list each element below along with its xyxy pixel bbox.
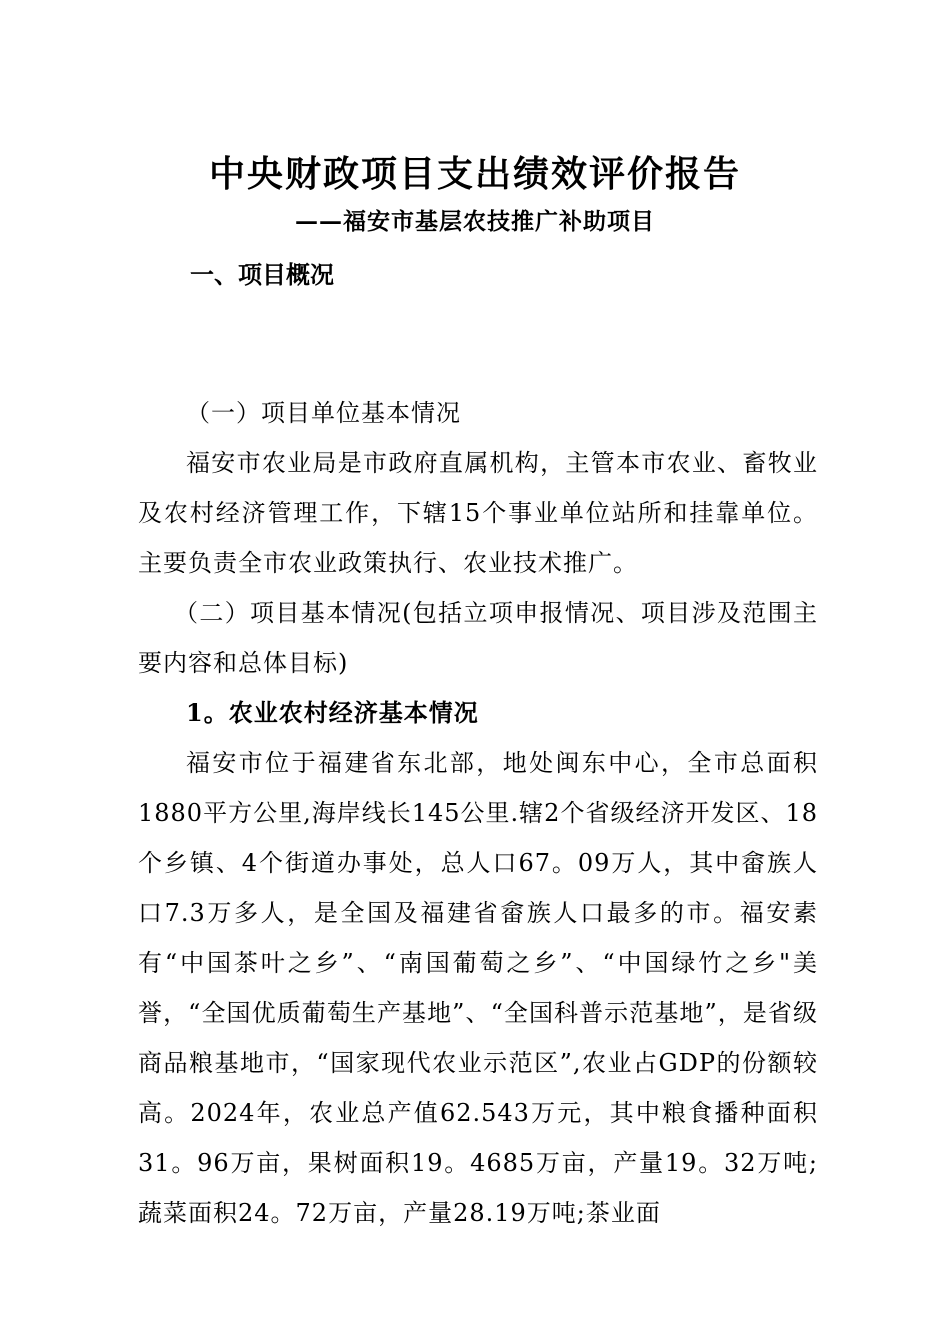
paragraph-agri-economy: 福安市位于福建省东北部，地处闽东中心，全市总面积1880平方公里,海岸线长145公里.辖2个省级经济开发区、18个乡镇、4个街道办事处，总人口67。09万人，其中畲族人口7.3万多人，是全国及福建省畲族人口最多的市。福安素有“中国茶叶之乡”、“南国葡萄之乡”、“中国绿竹之乡"美誉，“全国优质葡萄生产基地”、“全国科普示范基地”，是省级商品粮基地市，“国家现代农业示范区”,农业占GDP的份额较高。2024年，农业总产值62.543万元，其中粮食播种面积31。96万亩，果树面积19。4685万亩，产量19。32万吨;蔬菜面积24。72万亩，产量28.19万吨;茶业面	[138, 749, 818, 1227]
body-text	[138, 388, 818, 1238]
subsection-heading-project-info: （二）项目基本情况(包括立项申报情况、项目涉及范围主要内容和总体目标)	[138, 599, 818, 677]
report-title: 中央财政项目支出绩效评价报告	[208, 153, 741, 195]
report-subtitle: ——福安市基层农技推广补助项目	[295, 208, 655, 235]
subsection-heading-unit-info: （一）项目单位基本情况	[186, 399, 461, 427]
paragraph-unit-description: 福安市农业局是市政府直属机构，主管本市农业、畜牧业及农村经济管理工作，下辖15个事业单位站所和挂靠单位。主要负责全市农业政策执行、农业技术推广。	[138, 449, 818, 577]
section-heading-project-overview: 一、项目概况	[190, 260, 334, 289]
item-heading-agri-economy: 1。农业农村经济基本情况	[186, 698, 479, 727]
